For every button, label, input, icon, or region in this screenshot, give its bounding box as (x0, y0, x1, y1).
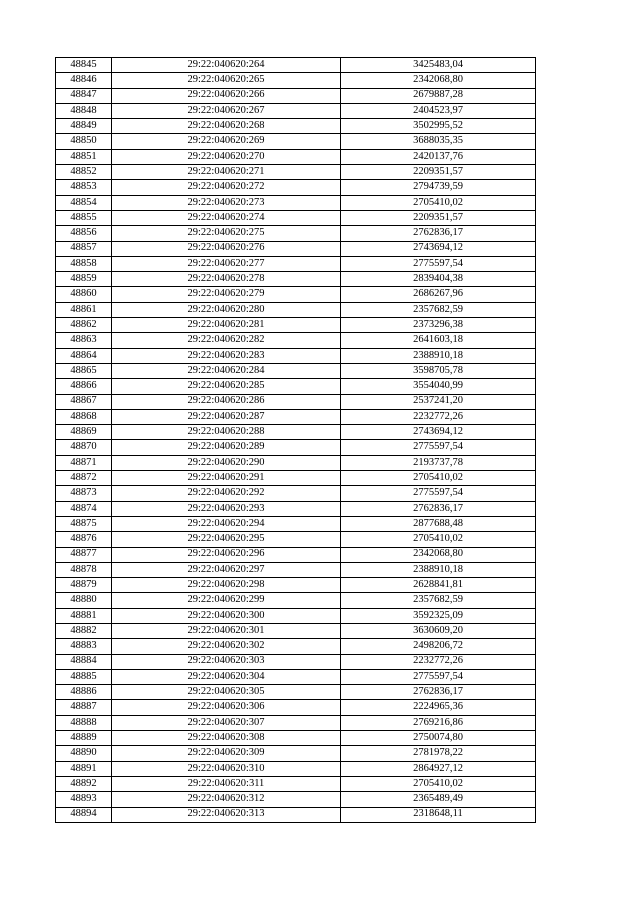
cadastral-number-cell: 29:22:040620:279 (112, 287, 341, 302)
cadastral-number-cell: 29:22:040620:291 (112, 471, 341, 486)
table-row (56, 608, 536, 623)
cadastral-number-cell: 29:22:040620:308 (112, 731, 341, 746)
value-cell: 3425483,04 (341, 58, 536, 73)
value-cell: 2877688,48 (341, 516, 536, 531)
row-number-cell: 48857 (56, 241, 112, 256)
row-number-cell: 48870 (56, 440, 112, 455)
table-row (56, 379, 536, 394)
table-row (56, 776, 536, 791)
cadastral-number-cell: 29:22:040620:282 (112, 333, 341, 348)
row-number-cell: 48845 (56, 58, 112, 73)
cadastral-number-cell: 29:22:040620:300 (112, 608, 341, 623)
cadastral-number-cell: 29:22:040620:276 (112, 241, 341, 256)
value-cell: 2705410,02 (341, 471, 536, 486)
value-cell: 2686267,96 (341, 287, 536, 302)
table-row (56, 226, 536, 241)
cadastral-number-cell: 29:22:040620:280 (112, 302, 341, 317)
cadastral-number-cell: 29:22:040620:297 (112, 562, 341, 577)
value-cell: 3592325,09 (341, 608, 536, 623)
value-cell: 3688035,35 (341, 134, 536, 149)
cadastral-number-cell: 29:22:040620:272 (112, 180, 341, 195)
row-number-cell: 48859 (56, 272, 112, 287)
table-row (56, 134, 536, 149)
row-number-cell: 48874 (56, 501, 112, 516)
row-number-cell: 48891 (56, 761, 112, 776)
row-number-cell: 48892 (56, 776, 112, 791)
value-cell: 2705410,02 (341, 195, 536, 210)
row-number-cell: 48865 (56, 363, 112, 378)
cadastral-number-cell: 29:22:040620:311 (112, 776, 341, 791)
table-row (56, 180, 536, 195)
cadastral-number-cell: 29:22:040620:295 (112, 532, 341, 547)
table-row (56, 409, 536, 424)
table-row (56, 425, 536, 440)
cadastral-number-cell: 29:22:040620:278 (112, 272, 341, 287)
table-row (56, 103, 536, 118)
cadastral-number-cell: 29:22:040620:304 (112, 669, 341, 684)
cadastral-number-cell: 29:22:040620:313 (112, 807, 341, 822)
value-cell: 3502995,52 (341, 119, 536, 134)
value-cell: 2209351,57 (341, 210, 536, 225)
cadastral-number-cell: 29:22:040620:266 (112, 88, 341, 103)
row-number-cell: 48883 (56, 639, 112, 654)
row-number-cell: 48847 (56, 88, 112, 103)
row-number-cell: 48854 (56, 195, 112, 210)
row-number-cell: 48846 (56, 73, 112, 88)
row-number-cell: 48879 (56, 578, 112, 593)
value-cell: 2762836,17 (341, 226, 536, 241)
value-cell: 2775597,54 (341, 669, 536, 684)
value-cell: 3598705,78 (341, 363, 536, 378)
table-row (56, 516, 536, 531)
value-cell: 2794739,59 (341, 180, 536, 195)
table-row (56, 241, 536, 256)
cadastral-number-cell: 29:22:040620:269 (112, 134, 341, 149)
table-row (56, 761, 536, 776)
row-number-cell: 48888 (56, 715, 112, 730)
row-number-cell: 48872 (56, 471, 112, 486)
cadastral-number-cell: 29:22:040620:307 (112, 715, 341, 730)
cadastral-number-cell: 29:22:040620:292 (112, 486, 341, 501)
value-cell: 2750074,80 (341, 731, 536, 746)
value-cell: 2193737,78 (341, 455, 536, 470)
table-row (56, 685, 536, 700)
table-row (56, 302, 536, 317)
value-cell: 2232772,26 (341, 409, 536, 424)
cadastral-number-cell: 29:22:040620:298 (112, 578, 341, 593)
value-cell: 2775597,54 (341, 256, 536, 271)
value-cell: 2839404,38 (341, 272, 536, 287)
table-row (56, 731, 536, 746)
value-cell: 2628841,81 (341, 578, 536, 593)
table-row (56, 547, 536, 562)
cadastral-number-cell: 29:22:040620:289 (112, 440, 341, 455)
value-cell: 2342068,80 (341, 547, 536, 562)
table-row (56, 639, 536, 654)
row-number-cell: 48875 (56, 516, 112, 531)
table-row (56, 440, 536, 455)
table-row (56, 532, 536, 547)
table-row (56, 165, 536, 180)
value-cell: 2224965,36 (341, 700, 536, 715)
value-cell: 2388910,18 (341, 348, 536, 363)
table-row (56, 715, 536, 730)
value-cell: 2232772,26 (341, 654, 536, 669)
table-row (56, 119, 536, 134)
value-cell: 2781978,22 (341, 746, 536, 761)
row-number-cell: 48886 (56, 685, 112, 700)
row-number-cell: 48868 (56, 409, 112, 424)
cadastral-number-cell: 29:22:040620:277 (112, 256, 341, 271)
value-cell: 3554040,99 (341, 379, 536, 394)
value-cell: 3630609,20 (341, 623, 536, 638)
value-cell: 2357682,59 (341, 302, 536, 317)
row-number-cell: 48867 (56, 394, 112, 409)
data-table (55, 57, 536, 823)
table-row (56, 792, 536, 807)
row-number-cell: 48855 (56, 210, 112, 225)
row-number-cell: 48877 (56, 547, 112, 562)
value-cell: 2373296,38 (341, 318, 536, 333)
row-number-cell: 48852 (56, 165, 112, 180)
row-number-cell: 48882 (56, 623, 112, 638)
cadastral-number-cell: 29:22:040620:273 (112, 195, 341, 210)
row-number-cell: 48862 (56, 318, 112, 333)
cadastral-number-cell: 29:22:040620:294 (112, 516, 341, 531)
value-cell: 2537241,20 (341, 394, 536, 409)
row-number-cell: 48876 (56, 532, 112, 547)
row-number-cell: 48856 (56, 226, 112, 241)
table-row (56, 348, 536, 363)
row-number-cell: 48880 (56, 593, 112, 608)
cadastral-number-cell: 29:22:040620:281 (112, 318, 341, 333)
table-row (56, 333, 536, 348)
cadastral-number-cell: 29:22:040620:302 (112, 639, 341, 654)
cadastral-number-cell: 29:22:040620:264 (112, 58, 341, 73)
value-cell: 2743694,12 (341, 425, 536, 440)
table-row (56, 471, 536, 486)
cadastral-number-cell: 29:22:040620:268 (112, 119, 341, 134)
value-cell: 2762836,17 (341, 501, 536, 516)
table-row (56, 746, 536, 761)
cadastral-number-cell: 29:22:040620:285 (112, 379, 341, 394)
cadastral-number-cell: 29:22:040620:284 (112, 363, 341, 378)
table-row (56, 578, 536, 593)
row-number-cell: 48860 (56, 287, 112, 302)
value-cell: 2864927,12 (341, 761, 536, 776)
cadastral-number-cell: 29:22:040620:312 (112, 792, 341, 807)
row-number-cell: 48858 (56, 256, 112, 271)
cadastral-number-cell: 29:22:040620:270 (112, 149, 341, 164)
cadastral-number-cell: 29:22:040620:306 (112, 700, 341, 715)
cadastral-number-cell: 29:22:040620:293 (112, 501, 341, 516)
row-number-cell: 48887 (56, 700, 112, 715)
value-cell: 2743694,12 (341, 241, 536, 256)
row-number-cell: 48849 (56, 119, 112, 134)
row-number-cell: 48848 (56, 103, 112, 118)
table-row (56, 700, 536, 715)
table-row (56, 807, 536, 822)
cadastral-number-cell: 29:22:040620:271 (112, 165, 341, 180)
table-row (56, 318, 536, 333)
value-cell: 2705410,02 (341, 532, 536, 547)
row-number-cell: 48890 (56, 746, 112, 761)
table-body (56, 58, 536, 823)
table-row (56, 363, 536, 378)
cadastral-number-cell: 29:22:040620:301 (112, 623, 341, 638)
row-number-cell: 48851 (56, 149, 112, 164)
cadastral-number-cell: 29:22:040620:296 (112, 547, 341, 562)
value-cell: 2775597,54 (341, 440, 536, 455)
row-number-cell: 48869 (56, 425, 112, 440)
value-cell: 2641603,18 (341, 333, 536, 348)
table-row (56, 593, 536, 608)
row-number-cell: 48884 (56, 654, 112, 669)
row-number-cell: 48881 (56, 608, 112, 623)
cadastral-number-cell: 29:22:040620:265 (112, 73, 341, 88)
row-number-cell: 48861 (56, 302, 112, 317)
cadastral-number-cell: 29:22:040620:287 (112, 409, 341, 424)
row-number-cell: 48853 (56, 180, 112, 195)
cadastral-number-cell: 29:22:040620:305 (112, 685, 341, 700)
table-row (56, 272, 536, 287)
row-number-cell: 48889 (56, 731, 112, 746)
cadastral-number-cell: 29:22:040620:283 (112, 348, 341, 363)
value-cell: 2365489,49 (341, 792, 536, 807)
row-number-cell: 48885 (56, 669, 112, 684)
value-cell: 2342068,80 (341, 73, 536, 88)
row-number-cell: 48894 (56, 807, 112, 822)
table-row (56, 88, 536, 103)
table-row (56, 654, 536, 669)
row-number-cell: 48878 (56, 562, 112, 577)
cadastral-number-cell: 29:22:040620:286 (112, 394, 341, 409)
table-row (56, 394, 536, 409)
value-cell: 2357682,59 (341, 593, 536, 608)
row-number-cell: 48893 (56, 792, 112, 807)
row-number-cell: 48873 (56, 486, 112, 501)
table-row (56, 195, 536, 210)
cadastral-number-cell: 29:22:040620:310 (112, 761, 341, 776)
table-row (56, 256, 536, 271)
value-cell: 2679887,28 (341, 88, 536, 103)
value-cell: 2388910,18 (341, 562, 536, 577)
value-cell: 2775597,54 (341, 486, 536, 501)
row-number-cell: 48863 (56, 333, 112, 348)
cadastral-number-cell: 29:22:040620:274 (112, 210, 341, 225)
row-number-cell: 48866 (56, 379, 112, 394)
table-row (56, 623, 536, 638)
table-row (56, 669, 536, 684)
table-row (56, 58, 536, 73)
cadastral-number-cell: 29:22:040620:267 (112, 103, 341, 118)
table-row (56, 501, 536, 516)
table-row (56, 210, 536, 225)
table-row (56, 149, 536, 164)
row-number-cell: 48864 (56, 348, 112, 363)
value-cell: 2420137,76 (341, 149, 536, 164)
value-cell: 2762836,17 (341, 685, 536, 700)
row-number-cell: 48850 (56, 134, 112, 149)
value-cell: 2498206,72 (341, 639, 536, 654)
cadastral-number-cell: 29:22:040620:303 (112, 654, 341, 669)
value-cell: 2769216,86 (341, 715, 536, 730)
value-cell: 2404523,97 (341, 103, 536, 118)
value-cell: 2705410,02 (341, 776, 536, 791)
cadastral-number-cell: 29:22:040620:288 (112, 425, 341, 440)
value-cell: 2318648,11 (341, 807, 536, 822)
table-row (56, 562, 536, 577)
row-number-cell: 48871 (56, 455, 112, 470)
cadastral-number-cell: 29:22:040620:299 (112, 593, 341, 608)
table-row (56, 486, 536, 501)
cadastral-number-cell: 29:22:040620:275 (112, 226, 341, 241)
table-row (56, 73, 536, 88)
table-row (56, 455, 536, 470)
cadastral-number-cell: 29:22:040620:290 (112, 455, 341, 470)
cadastral-number-cell: 29:22:040620:309 (112, 746, 341, 761)
value-cell: 2209351,57 (341, 165, 536, 180)
table-row (56, 287, 536, 302)
